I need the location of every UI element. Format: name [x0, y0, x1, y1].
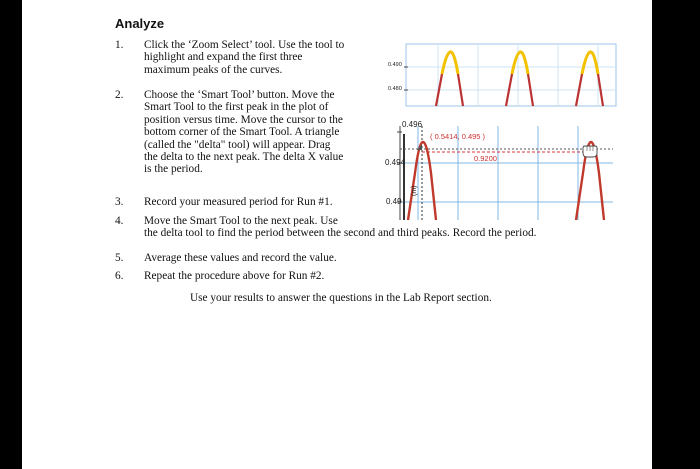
step-line: highlight and expand the first three: [144, 51, 303, 64]
bottom-graph: [378, 118, 618, 220]
y-tick-label: 0.480: [388, 86, 402, 92]
step-1-text: [144, 39, 344, 76]
step-line: Average these values and record the value.: [144, 252, 337, 264]
y-tick-label: 0.49: [386, 197, 402, 206]
right-black-bar: [652, 0, 700, 469]
step-5-text: [144, 252, 337, 264]
step-number: 1.: [115, 39, 124, 51]
step-line: Move the Smart Tool to the next peak. Use: [144, 215, 338, 227]
delta-value-label: 0.9200: [474, 154, 497, 163]
hand-cursor-icon: [583, 146, 597, 157]
step-number: 6.: [115, 270, 124, 282]
document-page: [22, 0, 652, 469]
step-line: Smart Tool to the first peak in the plot of: [144, 101, 329, 114]
step-line: (called the "delta" tool) will appear. Drag: [144, 138, 331, 151]
step-line: Click the ‘Zoom Select’ tool. Use the tool to: [144, 39, 345, 51]
step-line: the delta tool to find the period between the second and third peaks. Record the period.: [144, 227, 537, 240]
step-number: 4.: [115, 215, 124, 227]
step-line: the delta to the next peak. The delta X value: [144, 151, 344, 164]
step-line: maximum peaks of the curves.: [144, 63, 283, 76]
step-line: Choose the ‘Smart Tool’ button. Move the: [144, 89, 335, 101]
bottom-graph-plot: [378, 118, 618, 220]
step-line: Record your measured period for Run #1.: [144, 196, 333, 208]
footer-note: Use your results to answer the questions in the Lab Report section.: [190, 292, 492, 304]
peak-curve-a: [408, 142, 436, 220]
axis-unit-label: (m): [411, 185, 418, 196]
step-line: is the period.: [144, 163, 203, 176]
y-tick-label: 0.496: [402, 120, 423, 129]
step-number: 5.: [115, 252, 124, 264]
step-3-text: [144, 196, 333, 208]
step-6-text: [144, 270, 324, 282]
step-line: Repeat the procedure above for Run #2.: [144, 270, 325, 282]
section-heading: Analyze: [115, 16, 165, 31]
y-tick-label: 0.494: [385, 158, 406, 167]
axis-stripe: [403, 134, 405, 220]
step-number: 3.: [115, 196, 124, 208]
top-graph-plot: [378, 42, 618, 108]
step-2-text: [144, 89, 343, 176]
step-line: bottom corner of the Smart Tool. A triangle: [144, 126, 340, 139]
step-line: position versus time. Move the cursor to the: [144, 113, 343, 126]
y-tick-label: 0.490: [388, 62, 402, 68]
step-number: 2.: [115, 89, 124, 101]
top-graph: [378, 42, 618, 108]
point-coordinate-label: ( 0.5414, 0.495 ): [430, 132, 486, 141]
